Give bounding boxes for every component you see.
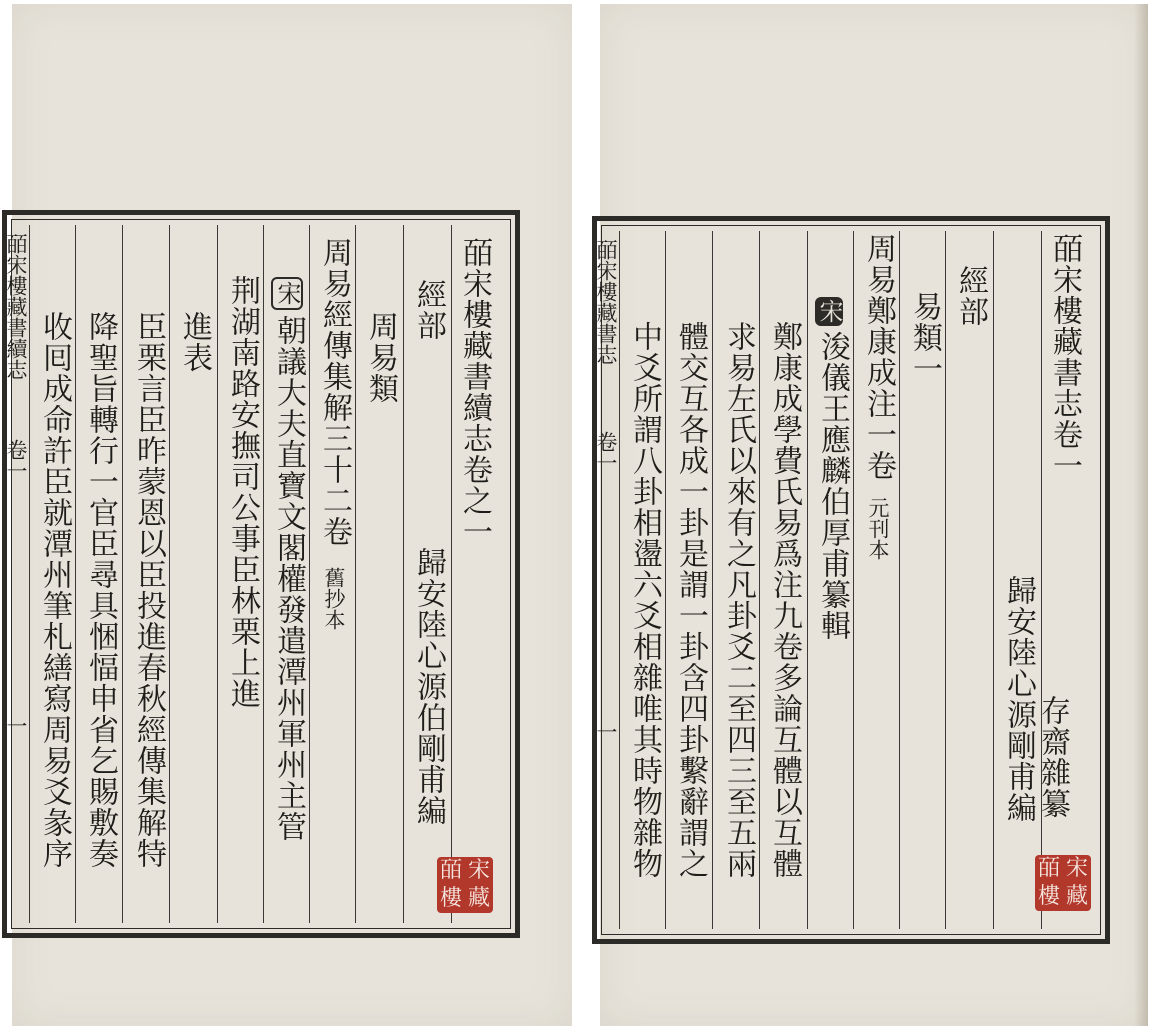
seal-char: 藏 — [467, 886, 490, 911]
collector-seal — [1035, 855, 1091, 911]
column-rule — [993, 231, 994, 929]
seal-char: 宋 — [467, 858, 490, 883]
column-rule — [665, 231, 666, 929]
seal-char: 樓 — [1037, 884, 1060, 909]
volume-title: 皕宋樓藏書續志卷之一 — [457, 237, 492, 547]
body-text: 臣栗言臣昨蒙恩以臣投進春秋經傳集解特 — [131, 311, 166, 869]
column-rule — [759, 231, 760, 929]
column-rule — [309, 225, 310, 923]
column-rule — [169, 225, 170, 923]
memorial-heading: 進表 — [177, 311, 212, 373]
entry-title: 周易鄭康成注一卷 — [861, 233, 896, 481]
collector-seal — [437, 857, 493, 913]
subsection-heading: 易類一 — [907, 291, 942, 384]
column-rule — [355, 225, 356, 923]
compiler-line: 歸安陸心源伯剛甫編 — [411, 547, 446, 826]
column-rule — [29, 225, 30, 923]
side-strip-page-number: 一 — [4, 715, 28, 736]
author-column — [271, 277, 306, 842]
entry-edition-note: 元刊本 — [866, 497, 890, 560]
seal-char: 藏 — [1065, 884, 1088, 909]
seal-char: 宋 — [1065, 856, 1088, 881]
column-rule — [945, 231, 946, 929]
seal-char: 樓 — [439, 886, 462, 911]
right-text-frame — [592, 216, 1110, 944]
compiler-column — [1001, 575, 1036, 827]
dynasty-marker: 宋 — [271, 277, 303, 310]
compiler-line: 歸安陸心源剛甫編 — [1001, 575, 1036, 823]
entry-column — [861, 233, 896, 560]
column-rule — [853, 231, 854, 929]
author-line: 朝議大夫直寶文閣權發遣潭州軍州主管 — [271, 315, 306, 842]
right-page — [594, 4, 1148, 1026]
subsection-heading: 周易類 — [363, 311, 398, 404]
column-rule — [403, 225, 404, 923]
body-text: 體交互各成一卦是謂一卦含四卦繫辭謂之 — [673, 321, 708, 879]
entry-title: 周易經傳集解三十二卷 — [317, 237, 352, 547]
author-column — [815, 297, 850, 641]
side-strip-page-number: 一 — [594, 721, 618, 742]
body-text: 降聖旨轉行一官臣尋具悃愊申省乞賜敷奏 — [83, 311, 118, 869]
body-text: 鄭康成學費氏易爲注九卷多論互體以互體 — [767, 321, 802, 879]
body-text: 收囘成命許臣就潭州筆札繕寫周易爻彖序 — [37, 311, 72, 869]
author-line: 浚儀王應麟伯厚甫纂輯 — [815, 331, 850, 641]
entry-column — [317, 237, 352, 630]
author-line: 荆湖南路安撫司公事臣林栗上進 — [225, 275, 260, 709]
side-strip-title: 皕宋樓藏書志 — [594, 239, 618, 365]
column-rule — [451, 225, 452, 923]
left-page — [4, 4, 572, 1026]
seal-char: 皕 — [1037, 856, 1060, 881]
side-strip-juan: 卷一 — [594, 431, 618, 473]
left-text-frame — [2, 210, 520, 938]
dynasty-marker: 宋 — [815, 299, 843, 324]
side-strip-title: 皕宋樓藏書續志 — [4, 233, 28, 380]
column-rule — [1041, 231, 1042, 929]
seal-char: 皕 — [439, 858, 462, 883]
column-rule — [263, 225, 264, 923]
volume-title: 皕宋樓藏書志卷一 — [1047, 233, 1082, 481]
series-note: 存齋雜纂 — [1035, 695, 1070, 819]
side-strip-juan: 卷一 — [4, 439, 28, 481]
column-rule — [122, 225, 123, 923]
body-text: 中爻所謂八卦相盪六爻相雜唯其時物雜物 — [627, 321, 662, 879]
column-rule — [217, 225, 218, 923]
column-rule — [619, 231, 620, 929]
section-heading: 經部 — [411, 279, 446, 341]
column-rule — [75, 225, 76, 923]
column-rule — [712, 231, 713, 929]
column-rule — [899, 231, 900, 929]
column-rule — [807, 231, 808, 929]
entry-edition-note: 舊抄本 — [322, 567, 346, 630]
section-heading: 經部 — [953, 265, 988, 327]
body-text: 求易左氏以來有之凡卦爻二至四三至五兩 — [721, 321, 756, 879]
